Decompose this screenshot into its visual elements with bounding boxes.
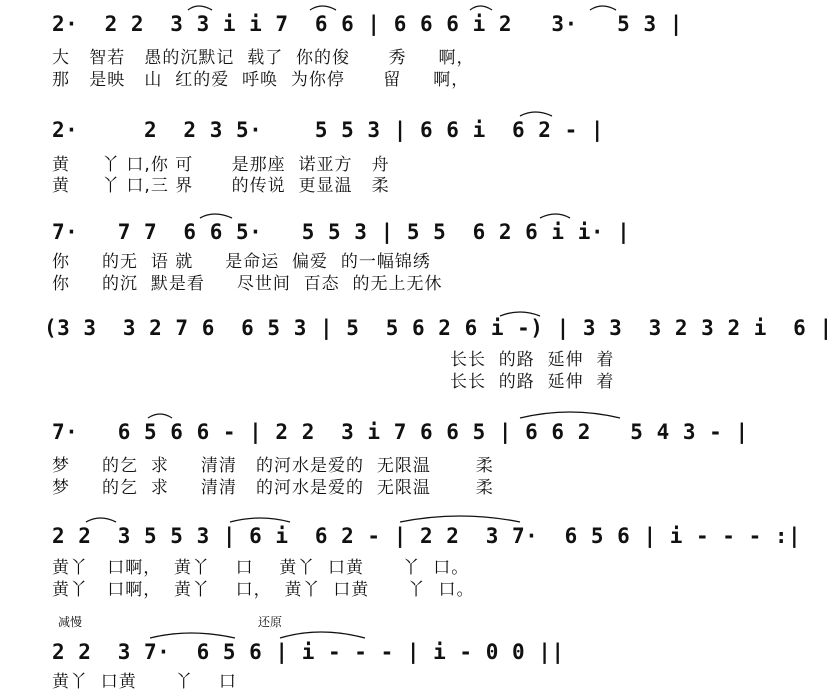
lyric-verse-2: 你 的沉 默是看 尽世间 百态 的无上无休: [52, 274, 443, 294]
lyric-verse-1: 黄 丫 口,你 可 是那座 诺亚方 舟: [52, 155, 390, 175]
notation-line: 7· 7 7 6 6 5· 5 5 3 | 5 5 6 2 6 i i· |: [52, 220, 631, 244]
lyric-verse-2: 黄丫 口啊， 黄丫 口， 黄丫 口黄 丫 口。: [52, 580, 475, 600]
notation-line: (3 3 3 2 7 6 6 5 3 | 5 5 6 2 6 i -) | 3 3 3 2 3 2 i 6 |: [44, 316, 833, 340]
lyric-verse-1: 长长 的路 延伸 着: [450, 350, 615, 370]
lyric-verse-1: 大 智若 愚的沉默记 载了 你的俊 秀 啊，: [52, 48, 475, 68]
lyric-verse-2: 梦 的乞 求 清清 的河水是爱的 无限温 柔: [52, 478, 494, 498]
notation-line: 2 2 3 7· 6 5 6 | i - - - | i - 0 0 ||: [52, 640, 565, 664]
lyric-verse-1: 黄丫 口啊， 黄丫 口 黄丫 口黄 丫 口。: [52, 558, 470, 578]
notation-line: 2 2 3 5 5 3 | 6 i 6 2 - | 2 2 3 7· 6 5 6 | i - - - :|: [52, 524, 802, 548]
tempo-mark-restore: 还原: [258, 615, 283, 629]
lyric-verse-2: 那 是映 山 红的爱 呼唤 为你停 留 啊，: [52, 70, 470, 90]
lyric-verse-2: 黄 丫 口,三 界 的传说 更显温 柔: [52, 176, 390, 196]
tempo-mark-slowing: 减慢: [58, 615, 83, 629]
notation-line: 7· 6 5 6 6 - | 2 2 3 i 7 6 6 5 | 6 6 2 5 4 3 - |: [52, 420, 749, 444]
notation-line: 2· 2 2 3 3 i i 7 6 6 | 6 6 6 i 2 3· 5 3 |: [52, 12, 683, 36]
lyric-verse-1: 你 的无 语 就 是命运 偏爱 的一幅锦绣: [52, 252, 431, 272]
lyric-verse-1: 梦 的乞 求 清清 的河水是爱的 无限温 柔: [52, 456, 494, 476]
notation-line: 2· 2 2 3 5· 5 5 3 | 6 6 i 6 2 - |: [52, 118, 605, 142]
lyric-verse-1: 黄丫 口黄 丫 口: [52, 672, 237, 692]
lyric-verse-2: 长长 的路 延伸 着: [450, 372, 615, 392]
